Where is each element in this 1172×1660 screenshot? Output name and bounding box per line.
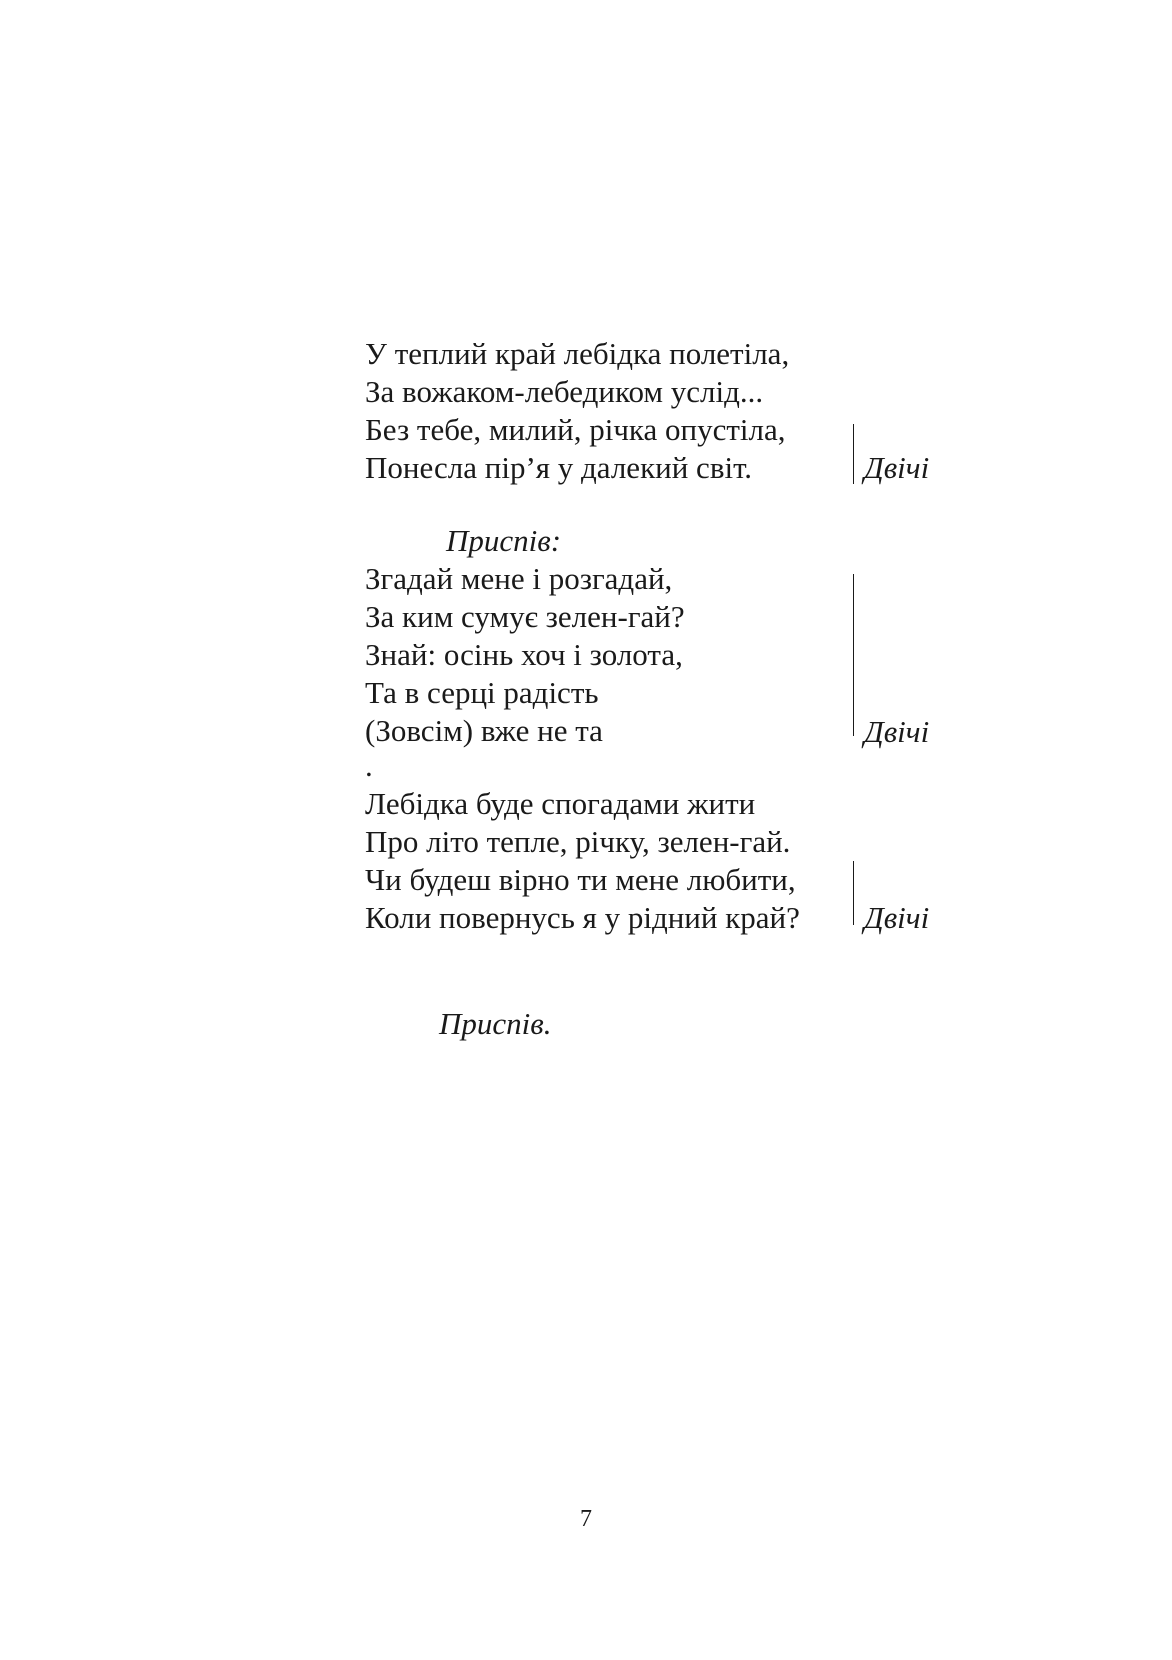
repeat-bracket (853, 861, 854, 925)
page-number: 7 (580, 1506, 592, 1532)
chorus-reference: Приспів. (439, 1006, 552, 1041)
chorus-line: (Зовсім) вже не та (365, 713, 603, 748)
repeat-label: Двічі (864, 900, 930, 935)
verse-line: За вожаком-лебедиком услід... (365, 374, 764, 409)
chorus-line: Згадай мене і розгадай, (365, 561, 673, 596)
verse-line: Коли повернусь я у рідний край? (365, 900, 800, 935)
verse-line: Чи будеш вірно ти мене любити, (365, 862, 796, 897)
repeat-label: Двічі (864, 450, 930, 485)
verse-line: Без тебе, милий, річка опустіла, (365, 412, 786, 447)
verse-line: Понесла пір’я у далекий світ. (365, 450, 753, 485)
verse-line: Про літо тепле, річку, зелен-гай. (365, 824, 791, 859)
repeat-label: Двічі (864, 714, 930, 749)
chorus-heading: Приспів: (446, 523, 562, 558)
chorus-line: За ким сумує зелен-гай? (365, 599, 685, 634)
verse-line: Лебідка буде спогадами жити (365, 786, 756, 821)
verse-line: У теплий край лебідка полетіла, (365, 336, 790, 371)
repeat-bracket (853, 424, 854, 484)
chorus-line: Знай: осінь хоч і золота, (365, 637, 683, 672)
stray-mark: . (365, 748, 373, 783)
repeat-bracket (853, 574, 854, 736)
chorus-line: Та в серці радість (365, 675, 599, 710)
